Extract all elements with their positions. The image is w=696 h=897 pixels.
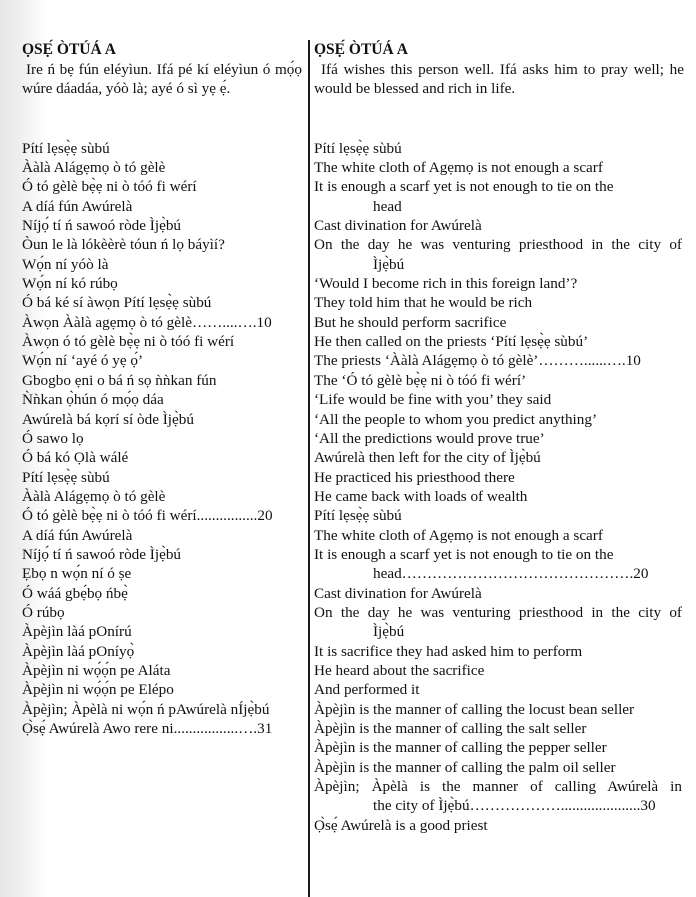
verse-line: Àwọn ó tó gèlè bẹ̀ẹ ni ò tóó fi wérí <box>22 333 235 351</box>
verse-line: And performed it <box>314 681 420 699</box>
verse-line: A díá fún Awúrelà <box>22 526 133 544</box>
verse-line: The ‘Ó tó gèlè bẹ̀ẹ ni ò tóó fi wérí’ <box>314 371 527 389</box>
verse-line: But he should perform sacrifice <box>314 313 507 331</box>
verse-line-continuation: Ìjẹ̀bú <box>373 623 405 641</box>
english-intro <box>314 60 684 99</box>
verse-line: Ó bá ké sí àwọn Pítí lẹsẹ̀ẹ sùbú <box>22 294 212 312</box>
verse-line: Ó tó gèlè bẹ̀ẹ ni ò tóó fi wérí <box>22 178 197 196</box>
yoruba-verses <box>22 139 302 739</box>
verse-line: Ọ̀sẹ́ Awúrelà is a good priest <box>314 816 488 834</box>
verse-line: Ó wáá gbẹ́bọ ńbẹ̀ <box>22 584 128 602</box>
yoruba-intro <box>22 60 302 99</box>
english-heading: ỌSẸ́ ÒTÚÁ A <box>314 41 408 58</box>
verse-line-continuation: head……………………………………….20 <box>373 565 649 583</box>
verse-line: He practiced his priesthood there <box>314 468 515 486</box>
verse-line: Ǹǹkan ọ̀hún ó mọ́ọ dáa <box>22 391 164 409</box>
verse-line: Pítí lẹsẹ̀ẹ sùbú <box>22 468 110 486</box>
verse-line: Àpèjìn is the manner of calling the pepper seller <box>314 739 607 757</box>
verse-line: Ó sawo lọ <box>22 429 84 447</box>
verse-line: Àwọn Ààlà agẹmọ ò tó gèlè……....….10 <box>22 313 272 331</box>
verse-line: Àpèjìn; Àpèlà ni wọ́n ń pAwúrelà nÍjẹ̀bú <box>22 700 270 718</box>
verse-line: Awúrelà then left for the city of Ìjẹ̀bú <box>314 449 541 467</box>
verse-line: Ó bá kó Ọlà wálé <box>22 449 129 467</box>
verse-line-continuation: head <box>373 197 402 215</box>
verse-line: Ààlà Alágẹmọ ò tó gèlè <box>22 159 166 177</box>
verse-line: Ó rúbọ <box>22 603 65 621</box>
verse-line: Òun le là lókèèrè tóun ń lọ báyìí? <box>22 236 225 254</box>
verse-line: Gbogbo ẹni o bá ń sọ ǹǹkan fún <box>22 371 217 389</box>
verse-line: Níjọ́ tí ń sawoó ròde Ìjẹ̀bú <box>22 545 182 563</box>
verse-line: Ẹbọ n wọ́n ní ó ṣe <box>22 565 132 583</box>
verse-line: Àpèjìn làá pOníyọ̀ <box>22 642 135 660</box>
verse-line: The white cloth of Agẹmọ is not enough a scarf <box>314 159 603 177</box>
verse-line: Cast divination for Awúrelà <box>314 584 482 602</box>
verse-line-continuation: Ìjẹ̀bú <box>373 255 405 273</box>
verse-line: Wọ́n ní ‘ayé ó yẹ ọ́’ <box>22 352 144 370</box>
verse-line-continuation: the city of Ìjẹ̀bú……………….....................30 <box>373 797 656 815</box>
verse-line: Pítí lẹsẹ̀ẹ sùbú <box>314 507 402 525</box>
verse-line: He came back with loads of wealth <box>314 487 528 505</box>
verse-line: It is enough a scarf yet is not enough to tie on the <box>314 545 614 563</box>
verse-line: Ààlà Alágẹmọ ò tó gèlè <box>22 487 166 505</box>
english-intro-text: Ifá wishes this person well. Ifá asks him to pray well; he would be blessed and rich in life. <box>314 61 684 98</box>
verse-line: On the day he was venturing priesthood in the city of <box>314 603 682 621</box>
verse-line: Àpèjìn; Àpèlà is the manner of calling Awúrelà in <box>314 778 682 796</box>
verse-line: Àpèjìn ni wọ́ọ́n pe Elépo <box>22 681 174 699</box>
verse-line: It is sacrifice they had asked him to perform <box>314 642 583 660</box>
verse-line: A díá fún Awúrelà <box>22 197 133 215</box>
verse-line: The white cloth of Agẹmọ is not enough a scarf <box>314 526 603 544</box>
verse-line: Àpèjìn ni wọ́ọ́n pe Aláta <box>22 661 171 679</box>
yoruba-column <box>22 40 302 738</box>
verse-line: Wọ́n ní yóò là <box>22 255 109 273</box>
verse-line: Wọ́n ní kó rúbọ <box>22 275 118 293</box>
verse-line: Pítí lẹsẹ̀ẹ sùbú <box>314 139 402 157</box>
verse-line: Àpèjìn is the manner of calling the palm oil seller <box>314 758 616 776</box>
english-column <box>314 40 684 835</box>
verse-line: Níjọ́ tí ń sawoó ròde Ìjẹ̀bú <box>22 217 182 235</box>
verse-line: ‘All the predictions would prove true’ <box>314 429 545 447</box>
verse-line: ‘Would I become rich in this foreign land’? <box>314 275 578 293</box>
verse-line: Àpèjìn làá pOnírú <box>22 623 132 641</box>
column-divider <box>308 40 310 897</box>
verse-line: ‘Life would be fine with you’ they said <box>314 391 552 409</box>
verse-line: The priests ‘Ààlà Alágẹmọ ò tó gèlè’………......….10 <box>314 352 641 370</box>
verse-line: Àpèjìn is the manner of calling the locust bean seller <box>314 700 635 718</box>
verse-line: Ó tó gèlè bẹ̀ẹ ni ò tóó fi wérí................20 <box>22 507 273 525</box>
verse-line: He heard about the sacrifice <box>314 661 485 679</box>
verse-line: ‘All the people to whom you predict anything’ <box>314 410 598 428</box>
verse-line: He then called on the priests ‘Pítí lẹsẹ̀ẹ sùbú’ <box>314 333 589 351</box>
verse-line: Pítí lẹsẹ̀ẹ sùbú <box>22 139 110 157</box>
verse-line: It is enough a scarf yet is not enough to tie on the <box>314 178 614 196</box>
verse-line: Awúrelà bá kọrí sí òde Ìjẹ̀bú <box>22 410 194 428</box>
verse-line: Cast divination for Awúrelà <box>314 217 482 235</box>
english-verses <box>314 139 684 835</box>
verse-line: Àpèjìn is the manner of calling the salt seller <box>314 720 587 737</box>
yoruba-heading: ỌSẸ́ ÒTÚÁ A <box>22 41 116 58</box>
verse-line: Ọ̀sẹ́ Awúrelà Awo rere ni.................….31 <box>22 720 273 737</box>
verse-line: On the day he was venturing priesthood in the city of <box>314 236 682 254</box>
yoruba-intro-text: Ire ń bẹ fún eléyìun. Ifá pé kí eléyìun ó mọ́ọ wúre dáadáa, yóò là; ayé ó sì yẹ ẹ́. <box>22 61 302 98</box>
verse-line: They told him that he would be rich <box>314 294 533 312</box>
